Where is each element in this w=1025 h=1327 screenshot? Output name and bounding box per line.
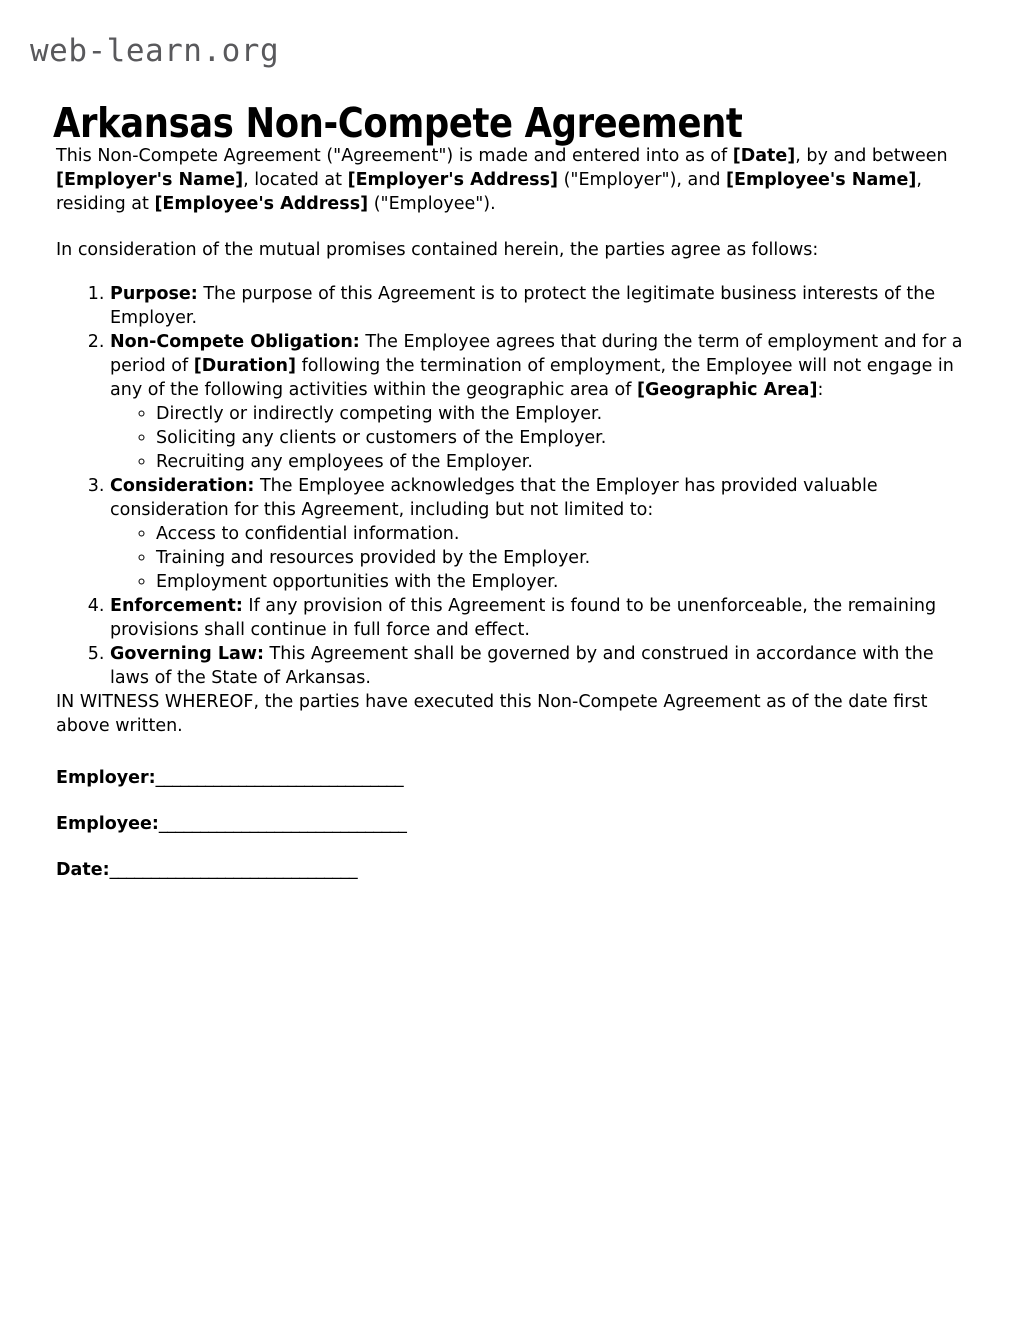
signature-row-employer xyxy=(56,766,966,790)
clause-text-consideration: The Employee acknowledges that the Employer has provided valuable consideration for this Agreement, including but not limited to: xyxy=(110,476,878,520)
signature-rule-employer[interactable]: ______________________________ xyxy=(155,768,404,788)
clause-item-purpose xyxy=(110,282,966,330)
clause-label-governing-law: Governing Law: xyxy=(110,644,264,664)
document-body xyxy=(56,144,966,904)
list-item: ◦ Recruiting any employees of the Employer. xyxy=(156,450,966,474)
non-compete-activities-list xyxy=(110,402,966,474)
signature-block xyxy=(56,766,966,882)
intro-paragraph-parties xyxy=(56,144,966,216)
clause-text-purpose: The purpose of this Agreement is to protect the legitimate business interests of the Employer. xyxy=(110,284,936,328)
signature-row-employee xyxy=(56,812,966,836)
placeholder-duration: [Duration] xyxy=(193,356,297,376)
intro-text-b: , by and between xyxy=(795,146,948,166)
list-item: ◦ Soliciting any clients or customers of the Employer. xyxy=(156,426,966,450)
signature-label-employee: Employee: xyxy=(56,814,159,834)
signature-row-date xyxy=(56,858,966,882)
signature-label-employer: Employer: xyxy=(56,768,156,788)
clause-label-non-compete-obligation: Non-Compete Obligation: xyxy=(110,332,360,352)
intro-text-d: ("Employer"), and xyxy=(558,170,727,190)
site-watermark: web-learn.org xyxy=(30,33,280,69)
clause-item-enforcement xyxy=(110,594,966,642)
intro-text-c: , located at xyxy=(243,170,348,190)
signature-rule-date[interactable]: ______________________________ xyxy=(109,860,358,880)
clause-list xyxy=(56,282,966,690)
placeholder-date: [Date] xyxy=(732,146,796,166)
intro-text-a: This Non-Compete Agreement ("Agreement") is made and entered into as of xyxy=(56,146,733,166)
clause-item-consideration xyxy=(110,474,966,594)
intro-text-f: ("Employee"). xyxy=(368,194,496,214)
clause-item-governing-law xyxy=(110,642,966,690)
clause-text-non-compete-c: : xyxy=(817,380,824,400)
placeholder-employee-address: [Employee's Address] xyxy=(154,194,369,214)
placeholder-employee-name: [Employee's Name] xyxy=(726,170,917,190)
placeholder-geographic-area: [Geographic Area] xyxy=(636,380,818,400)
list-item: ◦ Access to confidential information. xyxy=(156,522,966,546)
clause-text-non-compete-b: following the termination of employment, the Employee will not engage in any of the following activities within the geographic area of xyxy=(110,356,954,400)
closing-paragraph: IN WITNESS WHEREOF, the parties have executed this Non-Compete Agreement as of the date first above written. xyxy=(56,692,928,736)
clause-text-governing-law: This Agreement shall be governed by and construed in accordance with the laws of the State of Arkansas. xyxy=(110,644,934,688)
intro-paragraph-consideration: In consideration of the mutual promises contained herein, the parties agree as follows: xyxy=(56,240,819,260)
list-item: ◦ Employment opportunities with the Employer. xyxy=(156,570,966,594)
signature-label-date: Date: xyxy=(56,860,110,880)
clause-item-non-compete-obligation xyxy=(110,330,966,474)
signature-rule-employee[interactable]: ______________________________ xyxy=(158,814,407,834)
clause-text-enforcement: If any provision of this Agreement is found to be unenforceable, the remaining provisions shall continue in full force and effect. xyxy=(110,596,937,640)
placeholder-employer-address: [Employer's Address] xyxy=(347,170,559,190)
consideration-items-list xyxy=(110,522,966,594)
clause-label-enforcement: Enforcement: xyxy=(110,596,243,616)
intro-text-e: , residing at xyxy=(56,170,922,214)
clause-label-purpose: Purpose: xyxy=(110,284,198,304)
clause-label-consideration: Consideration: xyxy=(110,476,255,496)
page-title: Arkansas Non-Compete Agreement xyxy=(53,99,743,148)
placeholder-employer-name: [Employer's Name] xyxy=(56,170,244,190)
list-item: ◦ Directly or indirectly competing with the Employer. xyxy=(156,402,966,426)
clause-text-non-compete-a: The Employee agrees that during the term of employment and for a period of xyxy=(110,332,963,376)
list-item: ◦ Training and resources provided by the Employer. xyxy=(156,546,966,570)
